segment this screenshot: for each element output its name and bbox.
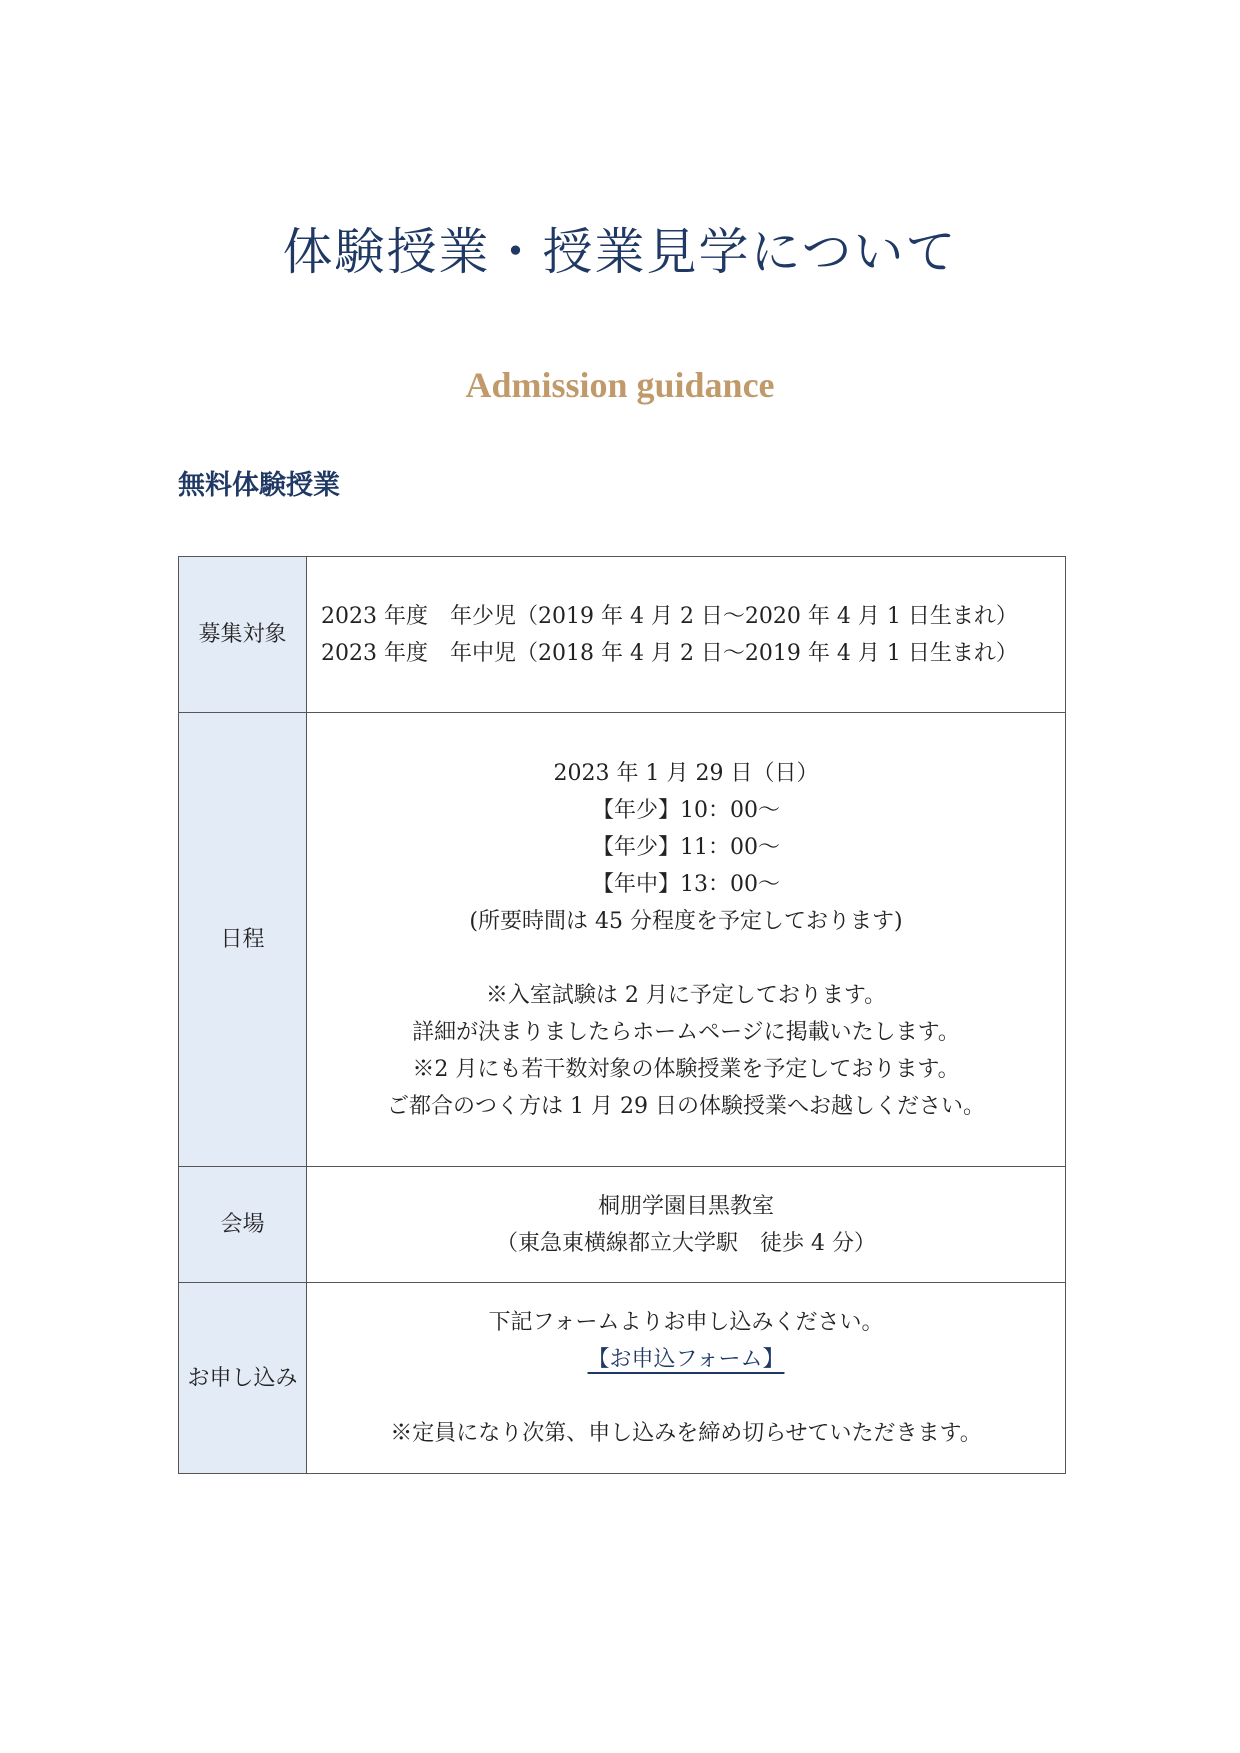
schedule-slot: 【年少】11：00～	[592, 834, 780, 860]
application-form-link[interactable]: 【お申込フォーム】	[587, 1347, 785, 1372]
page-subtitle: Admission guidance	[465, 365, 775, 405]
schedule-note: ご都合のつく方は 1 月 29 日の体験授業へお越しください。	[387, 1093, 985, 1119]
table-row-schedule	[179, 713, 1066, 1167]
target-content	[307, 557, 1066, 713]
venue-name: 桐朋学園目黒教室	[597, 1193, 774, 1219]
venue-content	[307, 1167, 1066, 1283]
schedule-note: ※2 月にも若干数対象の体験授業を予定しております。	[412, 1056, 960, 1082]
schedule-note: 詳細が決まりましたらホームページに掲載いたします。	[412, 1019, 960, 1045]
schedule-slot: 【年少】10：00～	[592, 797, 780, 823]
label-schedule: 日程	[179, 713, 307, 1167]
spacer	[321, 940, 1051, 977]
schedule-content	[307, 713, 1066, 1167]
label-target: 募集対象	[179, 557, 307, 713]
table-row-apply	[179, 1283, 1066, 1474]
target-line: 2023 年度 年少児（2019 年 4 月 2 日～2020 年 4 月 1 日生まれ）	[321, 603, 1018, 629]
apply-note: ※定員になり次第、申し込みを締め切らせていただきます。	[390, 1421, 982, 1446]
venue-access: （東急東横線都立大学駅 徒歩 4 分）	[496, 1230, 876, 1256]
section-heading: 無料体験授業	[178, 470, 340, 501]
spacer	[321, 1378, 1051, 1415]
page-title: 体験授業・授業見学について	[282, 223, 958, 281]
schedule-note: ※入室試験は 2 月に予定しております。	[485, 982, 887, 1008]
apply-link-wrap	[321, 1341, 1051, 1378]
schedule-duration: (所要時間は 45 分程度を予定しております)	[469, 908, 903, 934]
target-line: 2023 年度 年中児（2018 年 4 月 2 日～2019 年 4 月 1 日生まれ）	[321, 640, 1018, 666]
apply-content	[307, 1283, 1066, 1474]
table-row-venue	[179, 1167, 1066, 1283]
info-table	[178, 556, 1066, 1474]
schedule-date: 2023 年 1 月 29 日（日）	[553, 760, 819, 786]
table-row-target	[179, 557, 1066, 713]
label-venue: 会場	[179, 1167, 307, 1283]
schedule-slot: 【年中】13：00～	[592, 871, 780, 897]
apply-instruction: 下記フォームよりお申し込みください。	[488, 1310, 884, 1335]
label-apply: お申し込み	[179, 1283, 307, 1474]
